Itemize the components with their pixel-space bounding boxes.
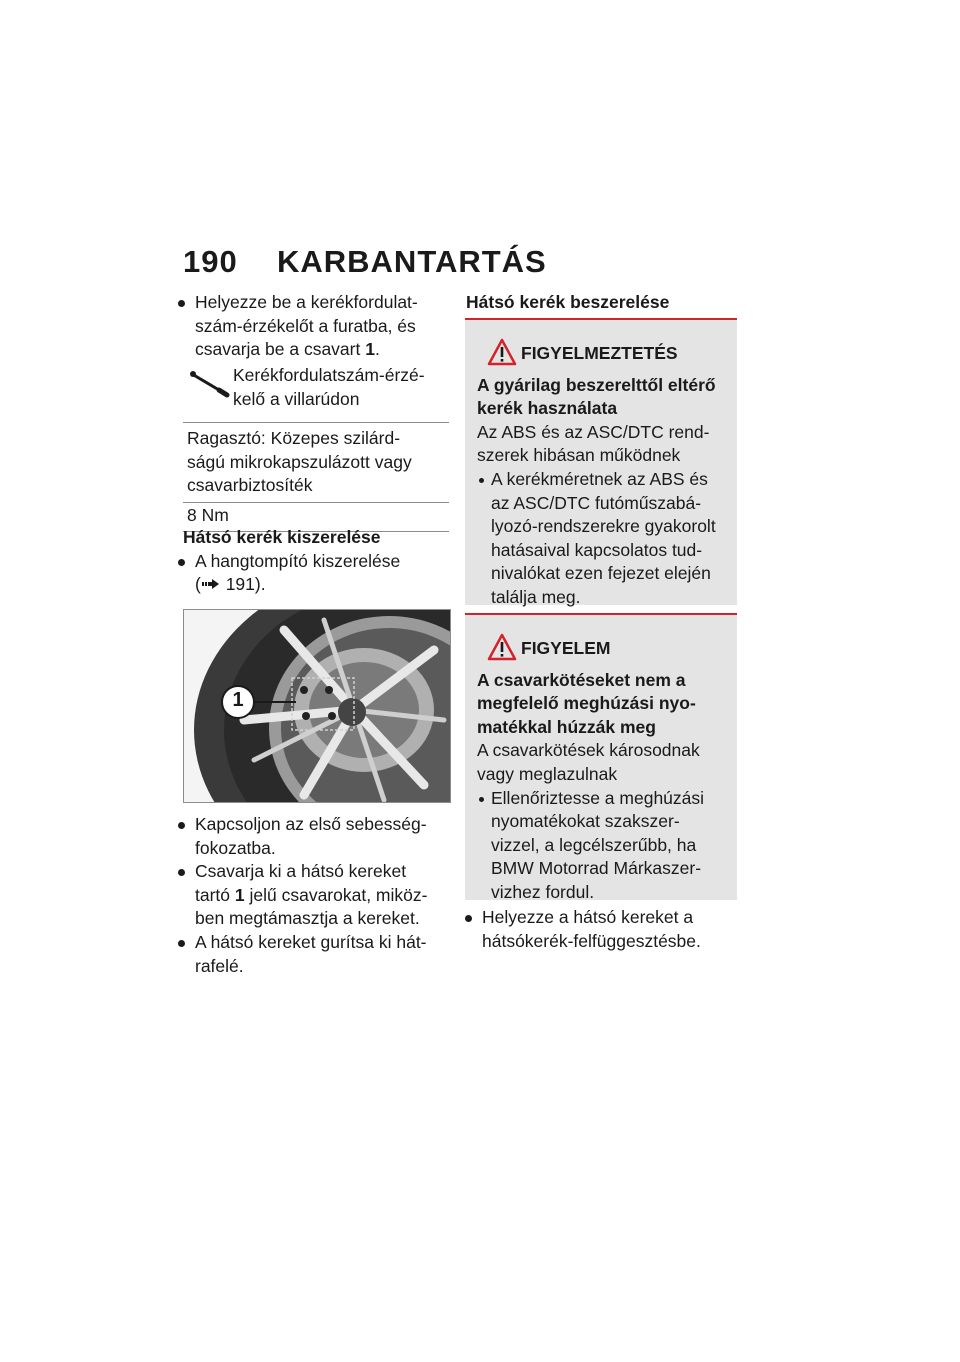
rear-wheel-photo [183, 609, 451, 803]
spec-adhesive-line: csavarbiztosíték [187, 475, 313, 496]
caution-bullet-line: nyomatékokat szakszer- [491, 811, 680, 832]
page-reference: 191). [225, 574, 266, 595]
text-line: A hátsó kereket gurítsa ki hát- [195, 931, 427, 952]
caution-body-line: vagy meglazulnak [477, 763, 618, 784]
rear-wheel-image [184, 610, 450, 802]
caution-title [477, 637, 727, 661]
warning-heading-line: A gyárilag beszerelttől eltérő [477, 374, 716, 395]
spec-adhesive-line: ságú mikrokapszulázott vagy [187, 451, 412, 472]
bullet-dot [178, 300, 185, 307]
bullet-install-wheel [462, 906, 742, 953]
text-line: Helyezze a hátsó kereket a [482, 907, 694, 927]
warning-bullet-line: hatásaival kapcsolatos tud- [491, 539, 703, 560]
caution-bullet-line: vizzel, a legcélszerűbb, ha [491, 834, 697, 855]
warning-triangle-icon [487, 633, 517, 661]
removal-heading: Hátsó kerék kiszerelése [183, 527, 381, 547]
caution-body-line: A csavarkötések károsodnak [477, 740, 700, 761]
warning-bullet-line: A kerékméretnek az ABS és [491, 468, 708, 489]
bullet-dot [178, 869, 185, 876]
warning-body-line: Az ABS és az ASC/DTC rend- [477, 421, 710, 442]
text-line: rafelé. [195, 955, 244, 976]
text-line: hátsókerék-felfüggesztésbe. [482, 930, 701, 951]
torque-spec-table [183, 360, 449, 532]
text-line: jelű csavarokat, miköz- [244, 884, 428, 905]
spec-adhesive-row [183, 423, 449, 503]
text-line: szám-érzékelőt a furatba, és [195, 315, 416, 336]
warning-bullet-line: lyozó-rendszerekre gyakorolt [491, 516, 716, 537]
page-number: 190 [183, 244, 238, 279]
text-line: csavarja be a csavart [195, 339, 366, 360]
warning-label: FIGYELMEZTETÉS [521, 343, 678, 363]
text-line: Csavarja ki a hátsó kereket [195, 861, 407, 882]
spec-item-row [183, 360, 449, 423]
warning-body-line: szerek hibásan működnek [477, 445, 681, 466]
spec-item-line: kelő a villarúdon [233, 388, 360, 409]
warning-heading-line: kerék használata [477, 398, 618, 419]
install-heading: Hátsó kerék beszerelése [466, 292, 670, 312]
bullet-dot [465, 915, 472, 922]
caution-bullet-line: BMW Motorrad Márkaszer- [491, 858, 702, 879]
caution-heading-line: megfelelő meghúzási nyo- [477, 693, 696, 714]
spec-torque-value: 8 Nm [187, 504, 229, 525]
text-line: fokozatba. [195, 837, 276, 858]
caution-bullet-line: Ellenőriztesse a meghúzási [491, 787, 705, 808]
page-header [183, 244, 547, 280]
warning-bullet-line: találja meg. [491, 586, 581, 607]
photo-callout-label: 1 [232, 689, 244, 711]
text-line: ben megtámasztja a kereket. [195, 908, 420, 929]
bullet-dot [479, 797, 484, 802]
ref-number: 1 [234, 884, 245, 905]
text-line: A hangtompító kiszerelése [195, 550, 401, 571]
caution-heading-line: matékkal húzzák meg [477, 716, 656, 737]
warning-bullet-line: nivalókat ezen fejezet elején [491, 563, 711, 584]
warning-bullet-line: az ASC/DTC futóműszabá- [491, 492, 702, 513]
text-line: tartó [195, 884, 235, 905]
wheel-speed-sensor-icon [189, 368, 231, 400]
spec-adhesive-line: Ragasztó: Közepes szilárd- [187, 428, 401, 448]
text-line: Helyezze be a kerékfordulat- [195, 292, 418, 312]
bullet-install-sensor: Helyezze be a kerékfordulat- szám-érzékelőt a furatba, és csavarja be a csavart 1. [175, 291, 455, 362]
page-reference-arrow-icon [201, 578, 221, 590]
caution-box [465, 613, 737, 900]
caution-label: FIGYELEM [521, 638, 611, 658]
warning-triangle-icon [487, 338, 517, 366]
removal-steps [175, 813, 455, 978]
bullet-dot [178, 940, 185, 947]
section-title: KARBANTARTÁS [277, 244, 547, 279]
removal-section: Hátsó kerék kiszerelése A hangtompító kiszerelése ( 191). [175, 526, 455, 597]
bullet-dot [178, 559, 185, 566]
spec-item-line: Kerékfordulatszám-érzé- [233, 365, 425, 385]
text-line: Kapcsoljon az első sebesség- [195, 814, 427, 834]
caution-heading-line: A csavarkötéseket nem a [477, 669, 686, 690]
bullet-dot [479, 478, 484, 483]
bullet-dot [178, 822, 185, 829]
warning-box [465, 318, 737, 605]
warning-title [477, 342, 727, 366]
ref-number: 1 [365, 339, 375, 360]
caution-bullet-line: vizhez fordul. [491, 881, 595, 902]
